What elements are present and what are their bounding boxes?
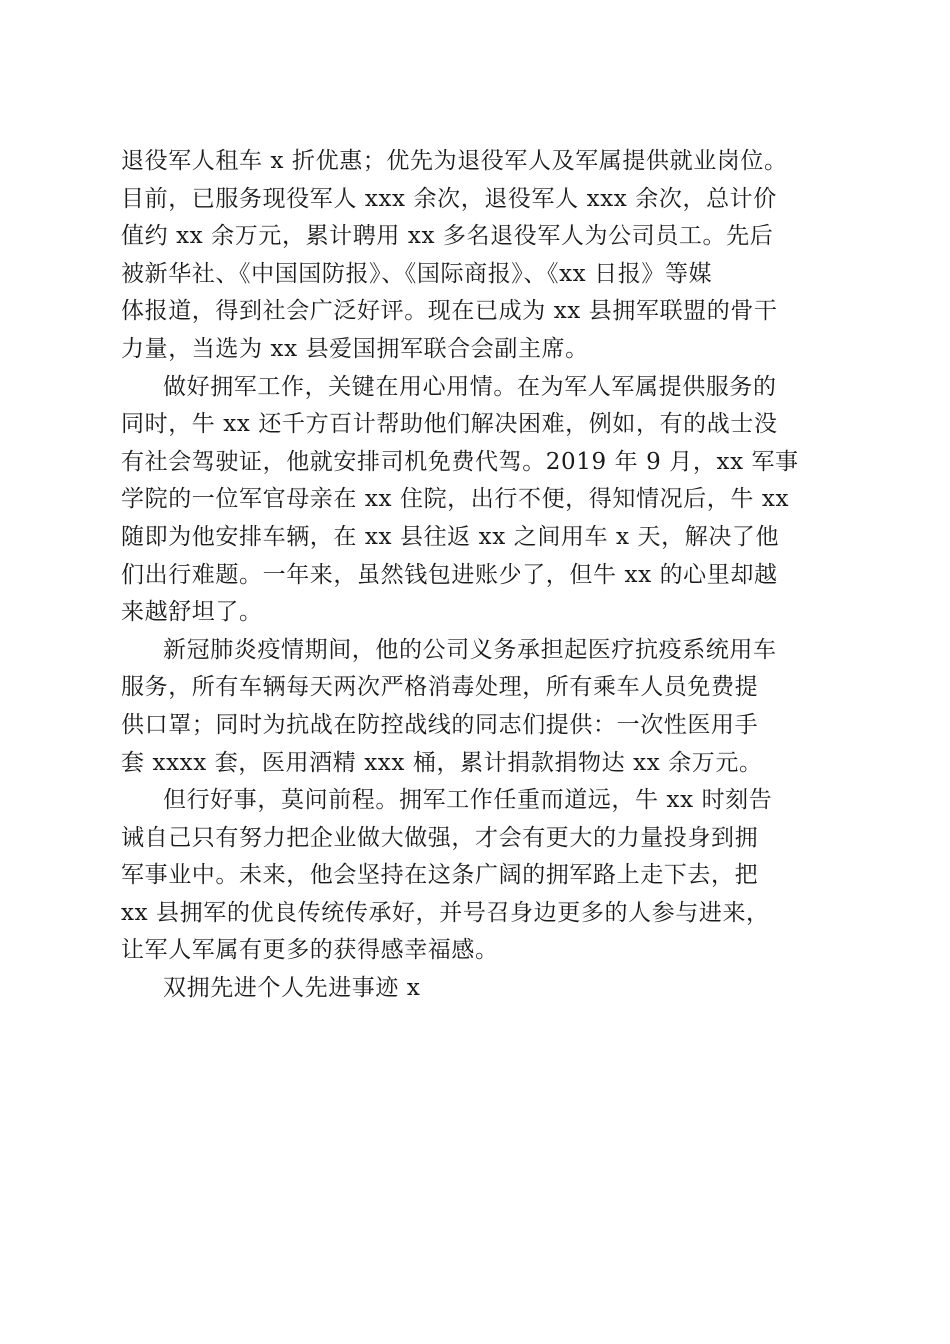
text-line: 们出行难题。一年来，虽然钱包进账少了，但牛 xx 的心里却越 (121, 561, 778, 588)
text-line: 做好拥军工作，关键在用心用情。在为军人军属提供服务的 (163, 373, 777, 400)
document-body (121, 143, 833, 1008)
text-line: 被新华社、《中国国防报》、《国际商报》、《xx 日报》等媒 (121, 260, 713, 287)
text-line: 双拥先进个人先进事迹 x (163, 975, 421, 1002)
text-line: 体报道，得到社会广泛好评。现在已成为 xx 县拥军联盟的骨干 (121, 298, 778, 325)
text-line: 来越舒坦了。 (121, 599, 263, 626)
text-line: 值约 xx 余万元，累计聘用 xx 多名退役军人为公司员工。先后 (121, 223, 774, 250)
text-line: 套 xxxx 套，医用酒精 xxx 桶，累计捐款捐物达 xx 余万元。 (121, 749, 763, 776)
text-line: 同时，牛 xx 还千方百计帮助他们解决困难，例如，有的战士没 (121, 411, 778, 438)
paragraph-5 (121, 970, 833, 1008)
text-line: 目前，已服务现役军人 xxx 余次，退役军人 xxx 余次，总计价 (121, 185, 777, 212)
text-line: 新冠肺炎疫情期间，他的公司义务承担起医疗抗疫系统用车 (163, 636, 777, 663)
text-line: 随即为他安排车辆，在 xx 县往返 xx 之间用车 x 天，解决了他 (121, 523, 780, 550)
text-line: 退役军人租车 x 折优惠；优先为退役军人及军属提供就业岗位。 (121, 148, 788, 174)
paragraph-4 (121, 782, 833, 970)
text-line: 服务，所有车辆每天两次严格消毒处理，所有乘车人员免费提 (121, 674, 759, 701)
paragraph-1 (121, 143, 833, 369)
text-line: 学院的一位军官母亲在 xx 住院，出行不便，得知情况后，牛 xx (121, 486, 790, 513)
paragraph-2 (121, 369, 833, 632)
paragraph-3 (121, 632, 833, 782)
text-line: xx 县拥军的优良传统传承好，并号召身边更多的人参与进来， (121, 899, 770, 926)
text-line: 有社会驾驶证，他就安排司机免费代驾。2019 年 9 月，xx 军事 (121, 448, 799, 475)
text-line: 供口罩；同时为抗战在防控战线的同志们提供：一次性医用手 (121, 711, 759, 738)
text-line: 力量，当选为 xx 县爱国拥军联合会副主席。 (121, 335, 589, 362)
text-line: 让军人军属有更多的获得感幸福感。 (121, 937, 499, 964)
text-line: 军事业中。未来，他会坚持在这条广阔的拥军路上走下去，把 (121, 862, 759, 889)
text-line: 诫自己只有努力把企业做大做强，才会有更大的力量投身到拥 (121, 824, 759, 851)
text-line: 但行好事，莫问前程。拥军工作任重而道远，牛 xx 时刻告 (163, 787, 773, 814)
